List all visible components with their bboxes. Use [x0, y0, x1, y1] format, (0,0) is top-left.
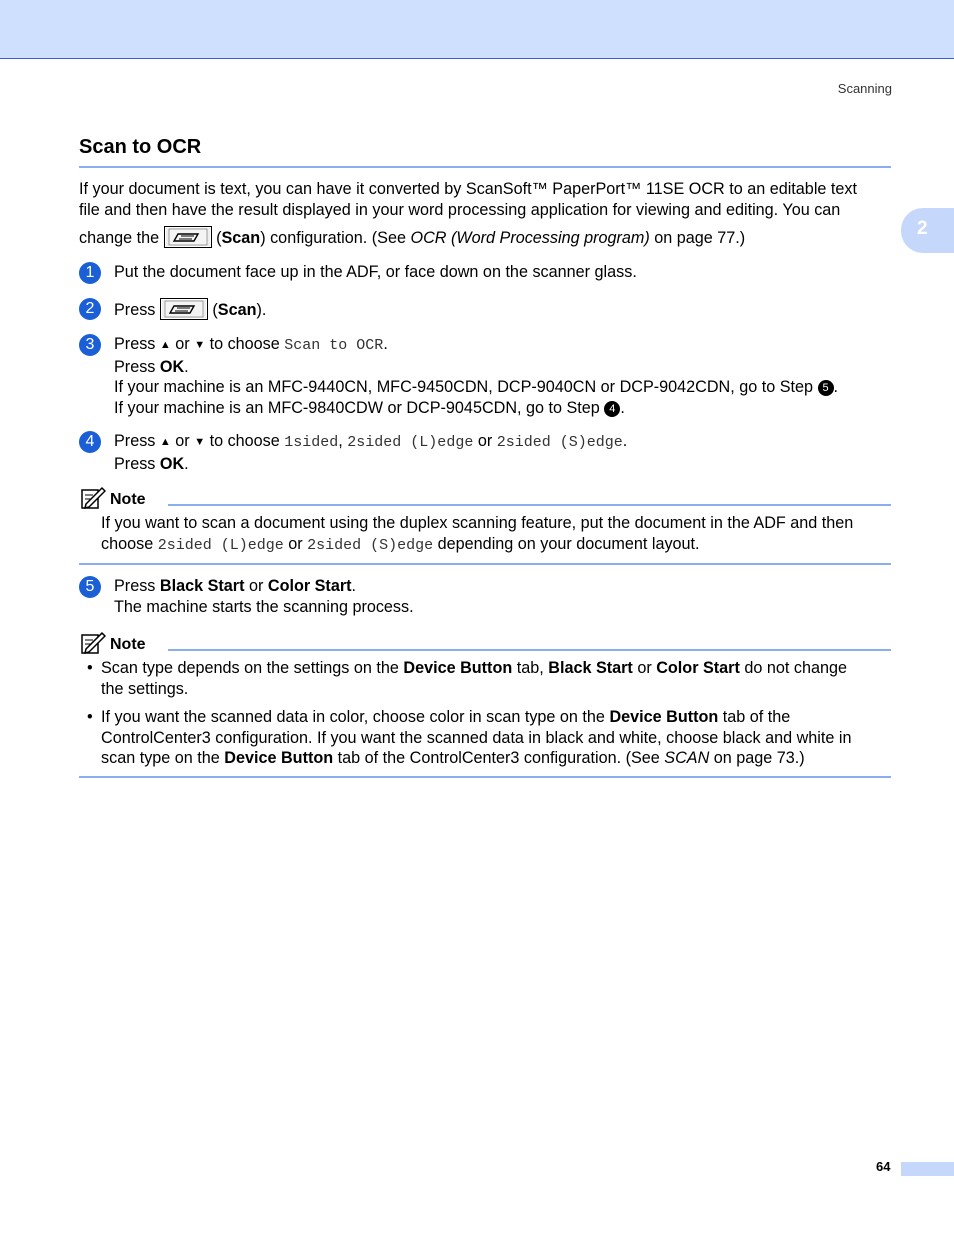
note-2-rule: [168, 649, 891, 651]
note-1-rule: [168, 504, 891, 506]
note-1-body: If you want to scan a document using the duplex scanning feature, put the document in the ADF and then choose 2sided (L)edge or 2sided (S)edge depending on your document layout.: [101, 514, 854, 554]
scan-label: Scan: [217, 301, 257, 319]
menu-option: 2sided (S)edge: [307, 536, 434, 554]
note-2-bullet-2: • If you want the scanned data in color, choose color in scan type on the Device Button tab of the ControlCenter3 configuration. If you want the scanned data in black and white, choose black and white in scan type on the Device Button tab of the ControlCenter3 configuration. (See SCAN on page 73.): [87, 708, 852, 767]
step-number: 4: [79, 431, 101, 453]
ok-key-label: OK: [159, 454, 185, 473]
note-label: Note: [110, 636, 146, 653]
step-ref-badge[interactable]: 5: [818, 380, 834, 396]
note-2-bullet-1: • Scan type depends on the settings on the Device Button tab, Black Start or Color Start do not change the settings.: [87, 659, 848, 698]
page-number-bar: [901, 1162, 954, 1176]
scan-label: Scan: [221, 229, 261, 247]
down-arrow-icon: ▼: [194, 436, 206, 448]
chapter-tab-number: 2: [917, 218, 928, 239]
scan-key-icon: [160, 298, 208, 320]
note-pencil-icon: [80, 486, 106, 510]
menu-option: 2sided (S)edge: [496, 434, 623, 451]
step-2: 2 Press (Scan).: [79, 298, 894, 321]
menu-option: 2sided (L)edge: [347, 434, 474, 451]
note-2-end-rule: [79, 776, 891, 778]
note-1-end-rule: [79, 563, 891, 565]
up-arrow-icon: ▲: [159, 339, 171, 351]
page-number: 64: [876, 1159, 891, 1174]
step-number: 2: [79, 298, 101, 320]
step-3: 3 Press ▲ or ▼ to choose Scan to OCR. Press OK. If your machine is an MFC-9440CN, MFC-9450CDN, DCP-9040CN or DCP-9042CDN, go to Step 5 . If your machine is an MFC-9840CDW or DCP-9045CDN, go to Step 4 .: [79, 334, 894, 418]
step-1: [79, 262, 894, 283]
step-ref-badge[interactable]: 4: [604, 401, 620, 417]
note-label: Note: [110, 491, 146, 508]
page-title: Scan to OCR: [79, 136, 202, 158]
step-1-text: Put the document face up in the ADF, or face down on the scanner glass.: [114, 263, 637, 281]
step-number: 5: [79, 576, 101, 598]
scan-reference-link[interactable]: SCAN: [664, 749, 710, 767]
note-2-header: [80, 631, 146, 655]
note-1-header: [80, 486, 146, 510]
step-5: 5 Press Black Start or Color Start. The machine starts the scanning process.: [79, 576, 894, 617]
menu-option: Scan to OCR: [284, 337, 384, 354]
bullet-dot: •: [87, 659, 93, 677]
step-4: 4 Press ▲ or ▼ to choose 1sided, 2sided (L)edge or 2sided (S)edge. Press OK.: [79, 431, 894, 474]
step-number: 3: [79, 334, 101, 356]
color-start-label: Color Start: [267, 577, 352, 595]
ok-key-label: OK: [159, 357, 185, 376]
chapter-tab: [901, 208, 954, 253]
intro-line-2: file and then have the result displayed in your word processing application for viewing and editing. You can: [79, 200, 841, 219]
black-start-label: Black Start: [159, 577, 245, 595]
menu-option: 1sided: [284, 434, 339, 451]
menu-option: 2sided (L)edge: [157, 536, 284, 554]
intro-line-1: If your document is text, you can have it converted by ScanSoft™ PaperPort™ 11SE OCR to an editable text: [79, 180, 858, 198]
scan-key-icon: [164, 226, 212, 248]
down-arrow-icon: ▼: [194, 339, 206, 351]
bullet-dot: •: [87, 708, 93, 726]
up-arrow-icon: ▲: [159, 436, 171, 448]
step-number: 1: [79, 262, 101, 284]
top-header-band: [0, 0, 954, 59]
title-divider: [79, 166, 891, 168]
section-label: Scanning: [837, 81, 892, 96]
note-pencil-icon: [80, 631, 106, 655]
ocr-reference-link[interactable]: OCR (Word Processing program): [410, 229, 650, 247]
intro-line-3: change the (Scan) configuration. (See OCR (Word Processing program) on page 77.): [79, 226, 894, 249]
intro-paragraph: [79, 179, 894, 249]
